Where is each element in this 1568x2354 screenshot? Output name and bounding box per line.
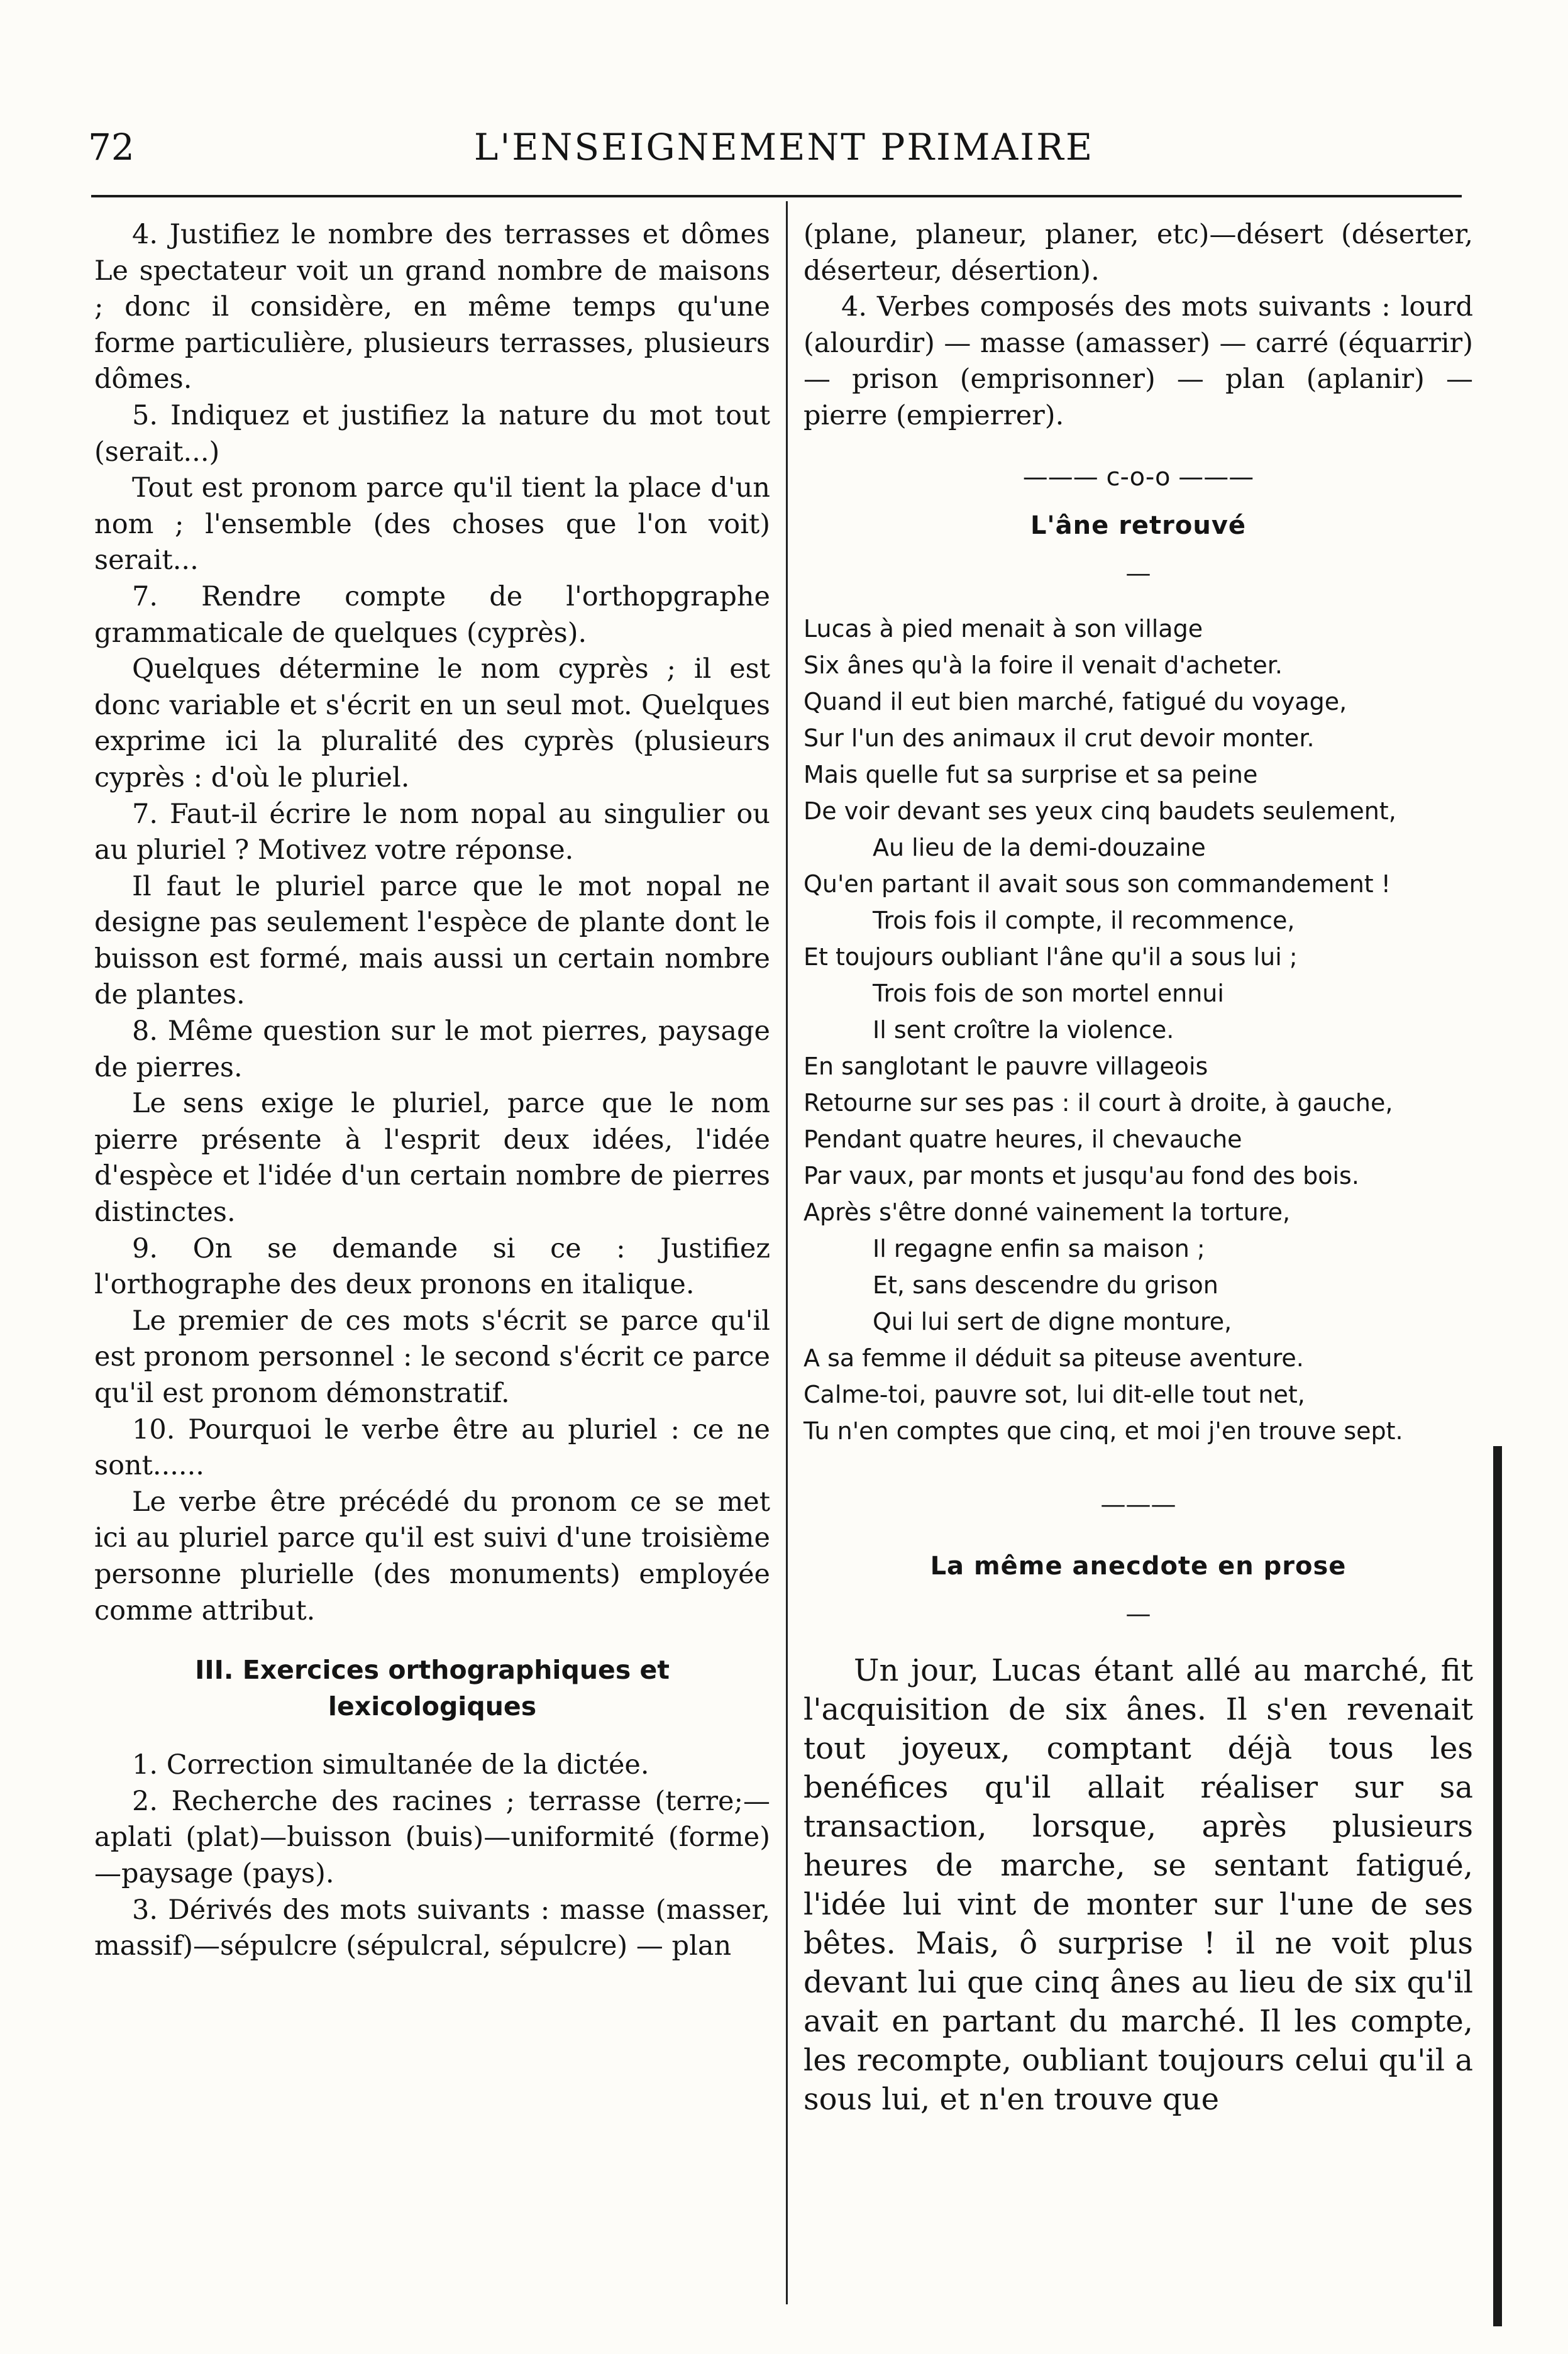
paragraph: 5. Indiquez et justifiez la nature du mot tout (serait...): [94, 399, 770, 468]
title-dash: —: [1125, 558, 1151, 588]
paragraph: 8. Même question sur le mot pierres, paysage de pierres.: [94, 1015, 770, 1083]
exercise-item: 1. Correction simultanée de la dictée.: [132, 1749, 649, 1781]
poem-line: Retourne sur ses pas : il court à droite, à gauche,: [803, 1089, 1393, 1117]
column-divider: [786, 201, 788, 2304]
paragraph: Quelques détermine le nom cyprès ; il est donc variable et s'écrit en un seul mot. Quelques exprime ici la pluralité des cyprès (plusieurs cyprès : d'où le pluriel.: [94, 653, 770, 793]
poem-line: Six ânes qu'à la foire il venait d'acheter.: [803, 651, 1283, 680]
poem-line: Qui lui sert de digne monture,: [873, 1308, 1232, 1336]
poem-line: Quand il eut bien marché, fatigué du voyage,: [803, 688, 1347, 716]
paragraph: 7. Faut-il écrire le nom nopal au singulier ou au pluriel ? Motivez votre réponse.: [94, 798, 770, 866]
poem-line: Il regagne enfin sa maison ;: [873, 1235, 1205, 1263]
poem: [803, 611, 1473, 1449]
page-edge-shadow: [1493, 1446, 1502, 2326]
poem-line: Par vaux, par monts et jusqu'au fond des bois.: [803, 1162, 1359, 1190]
poem-line: Après s'être donné vainement la torture,: [803, 1198, 1291, 1227]
paragraph: 4. Verbes composés des mots suivants : lourd (alourdir) — masse (amasser) — carré (équarrir) — prison (emprisonner) — plan (aplanir) — pierre (empierrer).: [803, 291, 1473, 431]
title-dash: —: [1125, 1599, 1151, 1628]
poem-line: Et, sans descendre du grison: [873, 1271, 1218, 1300]
poem-title: L'âne retrouvé: [1030, 511, 1247, 541]
poem-line: Calme-toi, pauvre sot, lui dit-elle tout net,: [803, 1381, 1305, 1409]
exercise-item: 3. Dérivés des mots suivants : masse (masser, massif)—sépulcre (sépulcral, sépulcre) — plan: [94, 1894, 770, 1962]
poem-line: Sur l'un des animaux il crut devoir monter.: [803, 724, 1315, 753]
running-title: L'ENSEIGNEMENT PRIMAIRE: [473, 126, 1095, 169]
ornament-divider: ——— c-o-o ———: [1022, 462, 1254, 492]
poem-line: En sanglotant le pauvre villageois: [803, 1053, 1208, 1081]
exercise-item: 2. Recherche des racines ; terrasse (terre;—aplati (plat)—buisson (buis)—uniformité (forme) —paysage (pays).: [94, 1785, 770, 1889]
header-rule: [91, 195, 1462, 197]
left-column: [94, 217, 770, 1965]
poem-line: Lucas à pied menait à son village: [803, 615, 1203, 643]
poem-line: De voir devant ses yeux cinq baudets seulement,: [803, 797, 1396, 826]
paragraph: 10. Pourquoi le verbe être au pluriel : ce ne sont......: [94, 1413, 770, 1482]
paragraph: 7. Rendre compte de l'orthopgraphe grammaticale de quelques (cyprès).: [94, 580, 770, 649]
paragraph: Tout est pronom parce qu'il tient la place d'un nom ; l'ensemble (des choses que l'on voit) serait...: [94, 472, 770, 577]
paragraph: 9. On se demande si ce : Justifiez l'orthographe des deux pronons en italique.: [94, 1232, 770, 1301]
paragraph: Le sens exige le pluriel, parce que le nom pierre présente à l'esprit deux idées, l'idée d'espèce et l'idée d'un certain nombre de pierres distinctes.: [94, 1088, 770, 1229]
paragraph: Le verbe être précédé du pronom ce se met ici au pluriel parce qu'il est suivi d'une troisième personne plurielle (des monuments) employée comme attribut.: [94, 1486, 770, 1627]
poem-line: A sa femme il déduit sa piteuse aventure.: [803, 1344, 1304, 1373]
right-column: [803, 217, 1473, 2119]
poem-line: Et toujours oubliant l'âne qu'il a sous lui ;: [803, 943, 1298, 971]
poem-line: Qu'en partant il avait sous son commandement !: [803, 870, 1391, 898]
poem-line: Au lieu de la demi-douzaine: [873, 834, 1206, 862]
poem-line: Pendant quatre heures, il chevauche: [803, 1125, 1242, 1154]
poem-line: Trois fois de son mortel ennui: [873, 980, 1224, 1008]
poem-line: Mais quelle fut sa surprise et sa peine: [803, 761, 1258, 789]
separator: ———: [1100, 1490, 1176, 1520]
poem-line: Tu n'en comptes que cinq, et moi j'en trouve sept.: [803, 1417, 1403, 1445]
paragraph: (plane, planeur, planer, etc)—désert (déserter, déserteur, désertion).: [803, 219, 1473, 287]
poem-line: Trois fois il compte, il recommence,: [873, 907, 1295, 935]
poem-line: Il sent croître la violence.: [873, 1016, 1174, 1044]
section-heading: III. Exercices orthographiques et lexicologiques: [195, 1655, 670, 1722]
page-number: 72: [88, 126, 135, 169]
prose-paragraph: Un jour, Lucas étant allé au marché, fit l'acquisition de six ânes. Il s'en revenait tout joyeux, comptant déjà tous les benéfices qu'il allait réaliser sur sa transaction, lorsque, après plusieurs heures de marche, se sentant fatigué, l'idée lui vint de monter sur l'une de ses bêtes. Mais, ô surprise ! il ne voit plus devant lui que cinq ânes au lieu de six qu'il avait en partant du marché. Il les compte, les recompte, oubliant toujours celui qu'il a sous lui, et n'en trouve que: [803, 1653, 1473, 2118]
prose-block: [803, 1651, 1473, 2119]
paragraph: 4. Justifiez le nombre des terrasses et dômes Le spectateur voit un grand nombre de maisons ; donc il considère, en même temps qu'une forme particulière, plusieurs terrasses, plusieurs dômes.: [94, 219, 770, 395]
paragraph: Il faut le pluriel parce que le mot nopal ne designe pas seulement l'espèce de plante dont le buisson est formé, mais aussi un certain nombre de plantes.: [94, 870, 770, 1011]
prose-title: La même anecdote en prose: [930, 1551, 1347, 1581]
paragraph: Le premier de ces mots s'écrit se parce qu'il est pronom personnel : le second s'écrit ce parce qu'il est pronom démonstratif.: [94, 1305, 770, 1409]
